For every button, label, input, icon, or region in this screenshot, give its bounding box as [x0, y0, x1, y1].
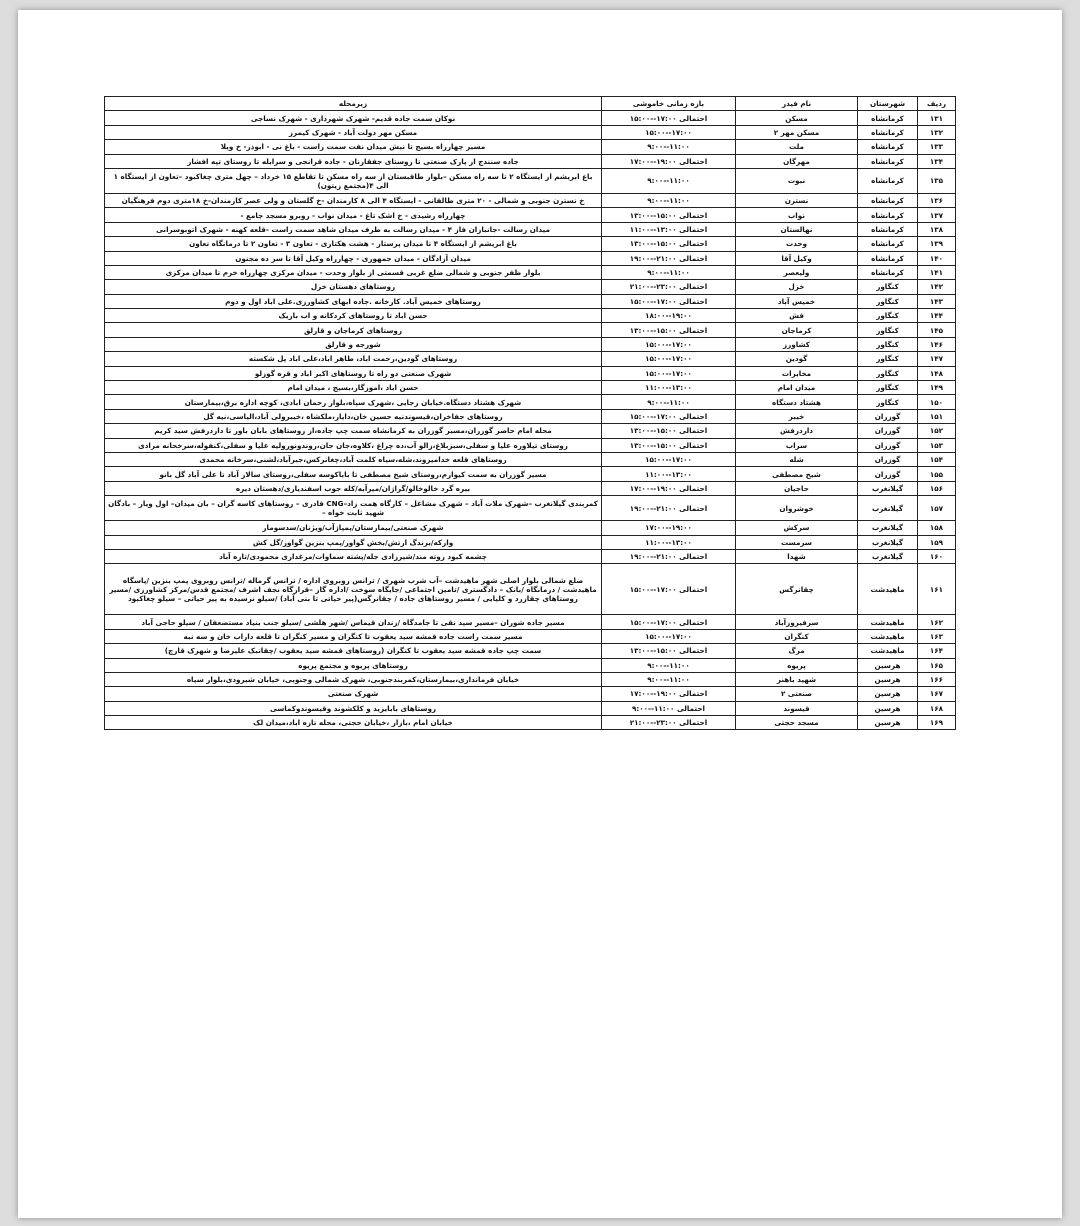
time-cell: ۱۳:۰۰--۱۱:۰۰ — [602, 381, 736, 395]
row-number-cell: ۱۶۸ — [918, 701, 956, 715]
area-cell: مسیر جاده شوران –مسیر سید نقی تا جامدگاه /زندان قیماس /شهر هلشی /سیلو جنب بنیاد مستضعفان / سیلو حاجی آباد — [105, 615, 602, 629]
header-outage-time: بازه زمانی خاموشی — [602, 97, 736, 111]
area-cell: چشمه کبود روته مند/شیرزادی جله/پشته سماوات/مرغداری محمودی/تازه آباد — [105, 549, 602, 563]
city-cell: کرمانشاه — [858, 111, 918, 125]
time-cell: ۱۹:۰۰--۱۷:۰۰ — [602, 521, 736, 535]
table-row — [105, 125, 956, 139]
row-number-cell: ۱۵۰ — [918, 395, 956, 409]
feeder-cell: وحدت — [736, 237, 858, 251]
feeder-cell: شهید باهنر — [736, 672, 858, 686]
row-number-cell: ۱۵۲ — [918, 424, 956, 438]
time-cell: احتمالی ۱۵:۰۰--۱۳:۰۰ — [602, 208, 736, 222]
time-cell: ۱۷:۰۰--۱۵:۰۰ — [602, 125, 736, 139]
feeder-cell: شیخ مصطفی — [736, 467, 858, 481]
feeder-cell: شله — [736, 452, 858, 466]
city-cell: کنگاور — [858, 294, 918, 308]
table-row — [105, 337, 956, 351]
area-cell: شهرک صنعتی/بیمارستان/پمپاژآب/ویژنان/سدسومار — [105, 521, 602, 535]
row-number-cell: ۱۳۶ — [918, 193, 956, 207]
area-cell: شورجه و قارلق — [105, 337, 602, 351]
table-row — [105, 481, 956, 495]
time-cell: ۱۹:۰۰--۱۸:۰۰ — [602, 309, 736, 323]
row-number-cell: ۱۶۵ — [918, 658, 956, 672]
time-cell: احتمالی ۲۱:۰۰--۱۹:۰۰ — [602, 549, 736, 563]
table-row — [105, 452, 956, 466]
city-cell: کنگاور — [858, 309, 918, 323]
area-cell: حسن اباد تا روستاهای کردکانه و اب باریک — [105, 309, 602, 323]
city-cell: گوزران — [858, 452, 918, 466]
city-cell: هرسین — [858, 687, 918, 701]
city-cell: گیلانغرب — [858, 535, 918, 549]
area-cell: حسن اباد ،اموزگار،بسیج ، میدان امام — [105, 381, 602, 395]
time-cell: احتمالی ۱۷:۰۰--۱۵:۰۰ — [602, 409, 736, 423]
city-cell: کرمانشاه — [858, 265, 918, 279]
time-cell: احتمالی ۱۱:۰۰--۹:۰۰ — [602, 701, 736, 715]
feeder-cell: نهالستان — [736, 222, 858, 236]
city-cell: کرمانشاه — [858, 237, 918, 251]
table-row — [105, 438, 956, 452]
feeder-cell: هشتاد دستگاه — [736, 395, 858, 409]
table-row — [105, 467, 956, 481]
table-row — [105, 615, 956, 629]
table-row — [105, 154, 956, 168]
area-cell: روستاهای پریوه و مجتمع پریوه — [105, 658, 602, 672]
table-row — [105, 140, 956, 154]
feeder-cell: سرفیروزآباد — [736, 615, 858, 629]
feeder-cell: مسکن — [736, 111, 858, 125]
area-cell: چهارراه رشیدی - خ اشک تاغ - میدان نواب - روبرو مسجد جامع - — [105, 208, 602, 222]
row-number-cell: ۱۶۷ — [918, 687, 956, 701]
header-city: شهرستان — [858, 97, 918, 111]
feeder-cell: مهرگان — [736, 154, 858, 168]
feeder-cell: ملت — [736, 140, 858, 154]
feeder-cell: شهدا — [736, 549, 858, 563]
row-number-cell: ۱۳۸ — [918, 222, 956, 236]
row-number-cell: ۱۶۰ — [918, 549, 956, 563]
feeder-cell: فش — [736, 309, 858, 323]
city-cell: کنگاور — [858, 352, 918, 366]
table-row — [105, 672, 956, 686]
feeder-cell: کرماجان — [736, 323, 858, 337]
area-cell: محله امام حاضر گوزران،مسیر گوزران به کرمانشاه سمت چپ جاده،از روستاهای بابان باور تا داردرفش سید کریم — [105, 424, 602, 438]
feeder-cell: سراب — [736, 438, 858, 452]
table-row — [105, 409, 956, 423]
area-cell: خ نسترن جنوبی و شمالی - ۲۰ متری طالقانی - ایستگاه ۴ الی ۸ کارمندان -خ گلستان و ولی عصر کارمندان-خ ۱۸متری دوم فرهنگیان — [105, 193, 602, 207]
city-cell: کرمانشاه — [858, 251, 918, 265]
time-cell: احتمالی ۱۵:۰۰--۱۳:۰۰ — [602, 438, 736, 452]
time-cell: ۱۱:۰۰--۹:۰۰ — [602, 140, 736, 154]
city-cell: گوزران — [858, 424, 918, 438]
city-cell: کرمانشاه — [858, 222, 918, 236]
table-row — [105, 352, 956, 366]
table-row — [105, 564, 956, 615]
time-cell: ۱۷:۰۰--۱۵:۰۰ — [602, 366, 736, 380]
area-cell: کمربندی گیلانغرب –شهرک ملات آباد – شهرک مشاغل – کارگاه همت زاد–CNG قادری – روستاهای کاسه گران – بان میدان– اول ویار – بادگان شهید ثابت خواه – — [105, 496, 602, 521]
city-cell: گوزران — [858, 467, 918, 481]
area-cell: باغ ابریشم از ایستگاه ۲ تا سه راه مسکن –بلوار طاقبستان از سه راه مسکن تا تقاطع ۱۵ خرداد – چهل متری چغاکبود –تعاون از ایستگاه ۱ الی ۴(مجتمع زیتون) — [105, 168, 602, 193]
time-cell: احتمالی ۱۷:۰۰--۱۵:۰۰ — [602, 564, 736, 615]
time-cell: احتمالی ۱۵:۰۰--۱۳:۰۰ — [602, 644, 736, 658]
row-number-cell: ۱۶۳ — [918, 629, 956, 643]
city-cell: کرمانشاه — [858, 208, 918, 222]
row-number-cell: ۱۶۶ — [918, 672, 956, 686]
area-cell: میدان رسالت -جانبازان فاز ۴ - میدان رسالت به طرف میدان شاهد سمت راست -قلعه کهنه - شهرک اتوبوسرانی — [105, 222, 602, 236]
table-body — [105, 111, 956, 730]
feeder-cell: مسجد حجتی — [736, 716, 858, 730]
table-row — [105, 535, 956, 549]
time-cell: احتمالی ۲۱:۰۰--۱۹:۰۰ — [602, 496, 736, 521]
area-cell: بیره گرد خالوخالو/گراژان/میرآبه/کله جوب اسفندیاری/دهستان دیره — [105, 481, 602, 495]
table-row — [105, 381, 956, 395]
city-cell: کنگاور — [858, 323, 918, 337]
feeder-cell: خیبر — [736, 409, 858, 423]
table-row — [105, 265, 956, 279]
row-number-cell: ۱۴۷ — [918, 352, 956, 366]
feeder-cell: مسکن مهر ۲ — [736, 125, 858, 139]
row-number-cell: ۱۵۱ — [918, 409, 956, 423]
row-number-cell: ۱۴۶ — [918, 337, 956, 351]
city-cell: هرسین — [858, 672, 918, 686]
table-row — [105, 549, 956, 563]
area-cell: ضلع شمالی بلوار اصلی شهر ماهیدشت –آب شرب شهری / ترانس روبروی اداره / ترانس گرماله /ترانس روبروی پمپ بنزین /پاسگاه ماهیدشت / درمانگاه /بانک – دادگستری /تامین اجتماعی /جایگاه سوخت /اداره گاز –قرارگاه نجف اشرف /مجتمع قدس/مرکز کشاورزی /مسیر روستاهای چقازرد و کلیایی / مسیر روستاهای جاده / چقانرگس(پیر حیاتی تا بنی آباد) /سیلو نرسیده به پیر حیاتی – سیلو چغاکبود — [105, 564, 602, 615]
feeder-cell: مخابرات — [736, 366, 858, 380]
city-cell: کنگاور — [858, 337, 918, 351]
area-cell: شهرک هشتاد دستگاه.خیابان رجایی ،شهرک سپاه،بلوار رحمان ابادی، کوچه اداره برق،بیمارستان — [105, 395, 602, 409]
header-area: زیرمحله — [105, 97, 602, 111]
row-number-cell: ۱۴۱ — [918, 265, 956, 279]
city-cell: کرمانشاه — [858, 140, 918, 154]
document-page — [18, 10, 1062, 1218]
feeder-cell: ولیعصر — [736, 265, 858, 279]
area-cell: مسیر چهارراه بسیج تا نبش میدان نفت سمت راست - باغ نی - ابوذر- خ ویلا — [105, 140, 602, 154]
time-cell: احتمالی ۲۱:۰۰--۱۹:۰۰ — [602, 251, 736, 265]
feeder-cell: گودین — [736, 352, 858, 366]
row-number-cell: ۱۴۹ — [918, 381, 956, 395]
row-number-cell: ۱۵۴ — [918, 452, 956, 466]
feeder-cell: داردرفش — [736, 424, 858, 438]
table-header-row — [105, 97, 956, 111]
row-number-cell: ۱۶۹ — [918, 716, 956, 730]
city-cell: ماهیدشت — [858, 629, 918, 643]
time-cell: ۱۱:۰۰--۹:۰۰ — [602, 658, 736, 672]
table-row — [105, 629, 956, 643]
time-cell: ۱۷:۰۰--۱۵:۰۰ — [602, 629, 736, 643]
row-number-cell: ۱۶۴ — [918, 644, 956, 658]
row-number-cell: ۱۳۲ — [918, 125, 956, 139]
time-cell: احتمالی ۱۵:۰۰--۱۳:۰۰ — [602, 424, 736, 438]
time-cell: ۱۳:۰۰--۱۱:۰۰ — [602, 467, 736, 481]
feeder-cell: خوشروان — [736, 496, 858, 521]
area-cell: بلوار ظفر جنوبی و شمالی ضلع غربی قسمتی از بلوار وحدت - میدان مرکزی چهارراه خرم تا میدان مرکزی — [105, 265, 602, 279]
table-row — [105, 687, 956, 701]
table-row — [105, 366, 956, 380]
time-cell: ۱۱:۰۰--۹:۰۰ — [602, 395, 736, 409]
feeder-cell: سرکش — [736, 521, 858, 535]
city-cell: هرسین — [858, 658, 918, 672]
row-number-cell: ۱۳۵ — [918, 168, 956, 193]
table-row — [105, 701, 956, 715]
city-cell: کرمانشاه — [858, 125, 918, 139]
feeder-cell: مرگ — [736, 644, 858, 658]
city-cell: گیلانغرب — [858, 496, 918, 521]
feeder-cell: نبوت — [736, 168, 858, 193]
city-cell: ماهیدشت — [858, 644, 918, 658]
time-cell: احتمالی ۱۵:۰۰--۱۳:۰۰ — [602, 323, 736, 337]
feeder-cell: کشاورز — [736, 337, 858, 351]
feeder-cell: صنعتی ۲ — [736, 687, 858, 701]
time-cell: ۱۷:۰۰--۱۵:۰۰ — [602, 352, 736, 366]
city-cell: هرسین — [858, 716, 918, 730]
time-cell: ۱۷:۰۰--۱۵:۰۰ — [602, 337, 736, 351]
time-cell: احتمالی ۲۳:۰۰--۲۱:۰۰ — [602, 716, 736, 730]
table-row — [105, 658, 956, 672]
time-cell: ۱۷:۰۰--۱۵:۰۰ — [602, 452, 736, 466]
row-number-cell: ۱۳۳ — [918, 140, 956, 154]
feeder-cell: پریوه — [736, 658, 858, 672]
city-cell: کنگاور — [858, 280, 918, 294]
time-cell: احتمالی ۱۹:۰۰--۱۷:۰۰ — [602, 154, 736, 168]
row-number-cell: ۱۴۳ — [918, 294, 956, 308]
row-number-cell: ۱۳۱ — [918, 111, 956, 125]
row-number-cell: ۱۴۸ — [918, 366, 956, 380]
table-row — [105, 193, 956, 207]
area-cell: خیابان امام ،بازار ،خیابان حجتی، محله تازه اباد،میدان لک — [105, 716, 602, 730]
table-row — [105, 309, 956, 323]
row-number-cell: ۱۳۴ — [918, 154, 956, 168]
table-row — [105, 168, 956, 193]
area-cell: مسیر سمت راست جاده قمشه سید یعقوب تا کنگران و مسیر کنگران تا قلعه داراب خان و سه نبه — [105, 629, 602, 643]
area-cell: سمت چپ جاده قمشه سید یعقوب تا کنگران (روستاهای قمشه سید یعقوب /چقانبک علیرضا و شهرک قارچ) — [105, 644, 602, 658]
row-number-cell: ۱۶۲ — [918, 615, 956, 629]
row-number-cell: ۱۳۹ — [918, 237, 956, 251]
feeder-cell: سرمست — [736, 535, 858, 549]
row-number-cell: ۱۵۶ — [918, 481, 956, 495]
city-cell: کنگاور — [858, 381, 918, 395]
row-number-cell: ۱۶۱ — [918, 564, 956, 615]
area-cell: روستاهای خمیس آباد. کارخانه .جاده ابهای کشاورزی.علی اباد اول و دوم — [105, 294, 602, 308]
table-row — [105, 294, 956, 308]
area-cell: میدان آزادگان - میدان جمهوری - چهارراه وکیل آقا تا سر ده مجنون — [105, 251, 602, 265]
table-row — [105, 237, 956, 251]
feeder-cell: خزل — [736, 280, 858, 294]
feeder-cell: نواب — [736, 208, 858, 222]
area-cell: خیابان فرمانداری،بیمارستان،کمربندجنوبی، شهرک شمالی وجنوبی، خیابان شیرودی،بلوار سپاه — [105, 672, 602, 686]
table-row — [105, 424, 956, 438]
time-cell: احتمالی ۲۳:۰۰--۲۱:۰۰ — [602, 280, 736, 294]
row-number-cell: ۱۳۷ — [918, 208, 956, 222]
time-cell: ۱۱:۰۰--۹:۰۰ — [602, 672, 736, 686]
table-row — [105, 496, 956, 521]
area-cell: مسیر گوزران به سمت کیوارم،روستای شیخ مصطفی تا باباکوسه سفلی،روستای سالار آباد تا علی آباد گل بانو — [105, 467, 602, 481]
area-cell: نوکان سمت جاده قدیم- شهرک شهرداری - شهرک نساجی — [105, 111, 602, 125]
time-cell: ۱۱:۰۰--۹:۰۰ — [602, 265, 736, 279]
table-row — [105, 521, 956, 535]
city-cell: کرمانشاه — [858, 154, 918, 168]
area-cell: وارکه/برندگ ارتش/بخش گواور/پمپ بنزین گواور/گل کش — [105, 535, 602, 549]
row-number-cell: ۱۵۳ — [918, 438, 956, 452]
row-number-cell: ۱۵۹ — [918, 535, 956, 549]
city-cell: کنگاور — [858, 366, 918, 380]
feeder-cell: وکیل آقا — [736, 251, 858, 265]
time-cell: احتمالی ۱۵:۰۰--۱۳:۰۰ — [602, 237, 736, 251]
table-row — [105, 208, 956, 222]
time-cell: احتمالی ۱۷:۰۰--۱۵:۰۰ — [602, 615, 736, 629]
area-cell: مسکن مهر دولت آباد - شهرک کیمرز — [105, 125, 602, 139]
time-cell: احتمالی ۱۷:۰۰--۱۵:۰۰ — [602, 111, 736, 125]
time-cell: احتمالی ۱۹:۰۰--۱۷:۰۰ — [602, 481, 736, 495]
city-cell: هرسین — [858, 701, 918, 715]
area-cell: روستاهای قلعه خدامیروند،شله،سیاه کلمت آباد،چغانرکس،جبرآباد،لشنی،سرخانه محمدی — [105, 452, 602, 466]
outage-schedule-table — [104, 96, 956, 730]
time-cell: احتمالی ۱۳:۰۰--۱۱:۰۰ — [602, 222, 736, 236]
city-cell: گیلانغرب — [858, 549, 918, 563]
time-cell: احتمالی ۱۹:۰۰--۱۷:۰۰ — [602, 687, 736, 701]
area-cell: روستای تیلاوره علیا و سفلی،سبزبلاغ،زالو آب،ده چراغ ،کلاوه،جان جان،روندونورولیه علیا و سفلی،کنفوله،سرخحانه مرادی — [105, 438, 602, 452]
time-cell: احتمالی ۱۷:۰۰--۱۵:۰۰ — [602, 294, 736, 308]
feeder-cell: قیسوند — [736, 701, 858, 715]
table-row — [105, 323, 956, 337]
row-number-cell: ۱۵۸ — [918, 521, 956, 535]
city-cell: کنگاور — [858, 395, 918, 409]
area-cell: شهرک صنعتی دو راه تا روستاهای اکبر اباد و قره گوزلو — [105, 366, 602, 380]
row-number-cell: ۱۵۵ — [918, 467, 956, 481]
time-cell: ۱۱:۰۰--۹:۰۰ — [602, 193, 736, 207]
city-cell: گیلانغرب — [858, 521, 918, 535]
feeder-cell: کنگران — [736, 629, 858, 643]
row-number-cell: ۱۴۴ — [918, 309, 956, 323]
time-cell: ۱۱:۰۰--۹:۰۰ — [602, 168, 736, 193]
area-cell: روستاهای گودین،رحمت اباد، طاهر اباد،علی اباد پل شکسته — [105, 352, 602, 366]
header-row-number: ردیف — [918, 97, 956, 111]
table-row — [105, 111, 956, 125]
table-row — [105, 251, 956, 265]
area-cell: روستاهای جفاخران،قیسوندنیه حسین خان،دایار،ملکشاه ،خیبرولی آباد،الیاسی،نیه گل — [105, 409, 602, 423]
table-row — [105, 222, 956, 236]
city-cell: کرمانشاه — [858, 193, 918, 207]
area-cell: جاده سنندج از پارک صنعتی تا روستای جفقارنان - جاده قرانجی و سرابله تا روستای تپه افشار — [105, 154, 602, 168]
row-number-cell: ۱۴۵ — [918, 323, 956, 337]
city-cell: کرمانشاه — [858, 168, 918, 193]
header-feeder-name: نام فیدر — [736, 97, 858, 111]
area-cell: باغ ابریشم از ایستگاه ۴ تا میدان پرستار - هشت هکتاری - تعاون ۳ - تعاون ۲ تا درمانگاه تعاون — [105, 237, 602, 251]
row-number-cell: ۱۴۲ — [918, 280, 956, 294]
row-number-cell: ۱۴۰ — [918, 251, 956, 265]
feeder-cell: میدان امام — [736, 381, 858, 395]
feeder-cell: خمیس آباد — [736, 294, 858, 308]
city-cell: ماهیدشت — [858, 564, 918, 615]
table-row — [105, 644, 956, 658]
area-cell: روستاهای دهستان خزل — [105, 280, 602, 294]
feeder-cell: چقانرگس — [736, 564, 858, 615]
time-cell: ۱۳:۰۰--۱۱:۰۰ — [602, 535, 736, 549]
area-cell: روستاهای بابایزید و کلکشوند وقیسوندوکماسی — [105, 701, 602, 715]
area-cell: شهرک صنعتی — [105, 687, 602, 701]
table-row — [105, 280, 956, 294]
table-row — [105, 395, 956, 409]
city-cell: گوزران — [858, 438, 918, 452]
city-cell: گوزران — [858, 409, 918, 423]
row-number-cell: ۱۵۷ — [918, 496, 956, 521]
table-row — [105, 716, 956, 730]
feeder-cell: حاجیان — [736, 481, 858, 495]
area-cell: روستاهای کرماجان و قارلق — [105, 323, 602, 337]
city-cell: ماهیدشت — [858, 615, 918, 629]
city-cell: گیلانغرب — [858, 481, 918, 495]
feeder-cell: نسترن — [736, 193, 858, 207]
